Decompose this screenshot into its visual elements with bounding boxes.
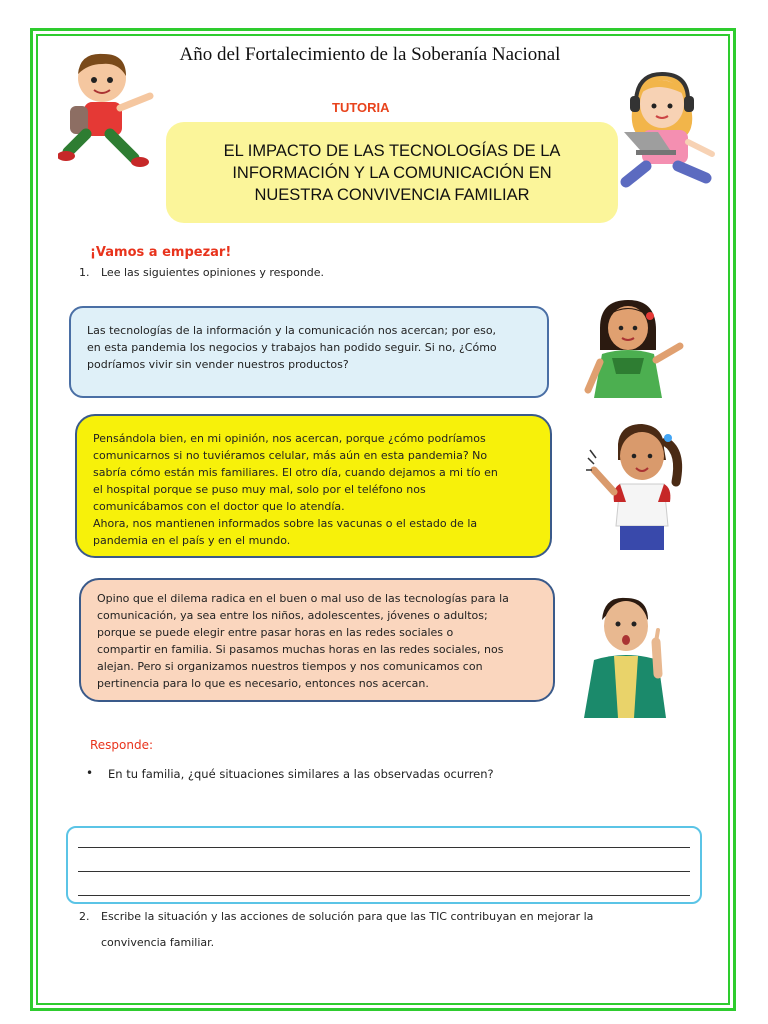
bullet-icon: • — [86, 766, 94, 780]
step-1-number: 1. — [79, 266, 90, 279]
step-1 — [79, 266, 479, 282]
answer-line-3[interactable] — [78, 895, 690, 896]
opinion-line: pertinencia para lo que es necesario, entonces nos acercan. — [97, 677, 429, 690]
opinion-line: en esta pandemia los negocios y trabajos han podido seguir. Si no, ¿Cómo — [87, 341, 497, 354]
opinion-bubble-2 — [75, 414, 552, 558]
main-title-line: EL IMPACTO DE LAS TECNOLOGÍAS DE LA — [223, 141, 561, 160]
opinion-line: pandemia en el país y en el mundo. — [93, 534, 291, 547]
answer-line-1[interactable] — [78, 847, 690, 848]
girl-waving-illustration — [584, 422, 696, 552]
girl-speaking-illustration — [578, 298, 698, 400]
step-2-text-line-1: Escribe la situación y las acciones de solución para que las TIC contribuyan en mejorar la — [101, 910, 594, 923]
boy-running-illustration — [58, 48, 162, 172]
main-title-box — [166, 122, 618, 223]
main-title-line: INFORMACIÓN Y LA COMUNICACIÓN EN — [232, 163, 552, 182]
main-title-line: NUESTRA CONVIVENCIA FAMILIAR — [254, 185, 530, 204]
opinion-line: el hospital porque se puso muy mal, solo por el teléfono nos — [93, 483, 426, 496]
step-2-text-line-2: convivencia familiar. — [101, 936, 215, 949]
respond-question — [86, 767, 606, 783]
answer-line-2[interactable] — [78, 871, 690, 872]
step-2-number: 2. — [79, 910, 90, 923]
opinion-line: compartir en familia. Si pasamos muchas horas en las redes sociales, nos — [97, 643, 504, 656]
opinion-line: Ahora, nos mantienen informados sobre las vacunas o el estado de la — [93, 517, 478, 530]
opinion-line: alejan. Pero si organizamos nuestros tiempos y nos comunicamos con — [97, 660, 483, 673]
opinion-line: sabría cómo están mis familiares. El otro día, cuando dejamos a mi tío en — [93, 466, 498, 479]
step-1-text: Lee las siguientes opiniones y responde. — [101, 266, 325, 279]
opinion-bubble-1 — [69, 306, 549, 398]
opinion-bubble-3 — [79, 578, 555, 702]
girl-laptop-illustration — [606, 70, 726, 194]
intro-heading: ¡Vamos a empezar! — [90, 245, 232, 260]
opinion-line: Pensándola bien, en mi opinión, nos acercan, porque ¿cómo podríamos — [93, 432, 486, 445]
opinion-line: podríamos vivir sin vender nuestros productos? — [87, 358, 349, 371]
answer-box[interactable] — [66, 826, 702, 904]
step-2 — [79, 910, 699, 950]
opinion-line: Opino que el dilema radica en el buen o mal uso de las tecnologías para la — [97, 592, 509, 605]
respond-heading: Responde: — [90, 738, 154, 752]
opinion-line: Las tecnologías de la información y la comunicación nos acercan; por eso, — [87, 324, 497, 337]
main-title — [224, 140, 561, 206]
opinion-line: comunicábamos con el doctor que lo atendía. — [93, 500, 345, 513]
opinion-line: porque se puede elegir entre pasar horas en las redes sociales o — [97, 626, 454, 639]
respond-question-text: En tu familia, ¿qué situaciones similares a las observadas ocurren? — [108, 767, 494, 781]
subject-label: TUTORIA — [332, 100, 390, 115]
opinion-line: comunicarnos si no tuviéramos celular, más aún en esta pandemia? No — [93, 449, 488, 462]
year-title: Año del Fortalecimiento de la Soberanía Nacional — [179, 44, 561, 65]
opinion-line: comunicación, ya sea entre los niños, adolescentes, jóvenes o adultos; — [97, 609, 488, 622]
man-thinking-illustration — [580, 594, 684, 718]
